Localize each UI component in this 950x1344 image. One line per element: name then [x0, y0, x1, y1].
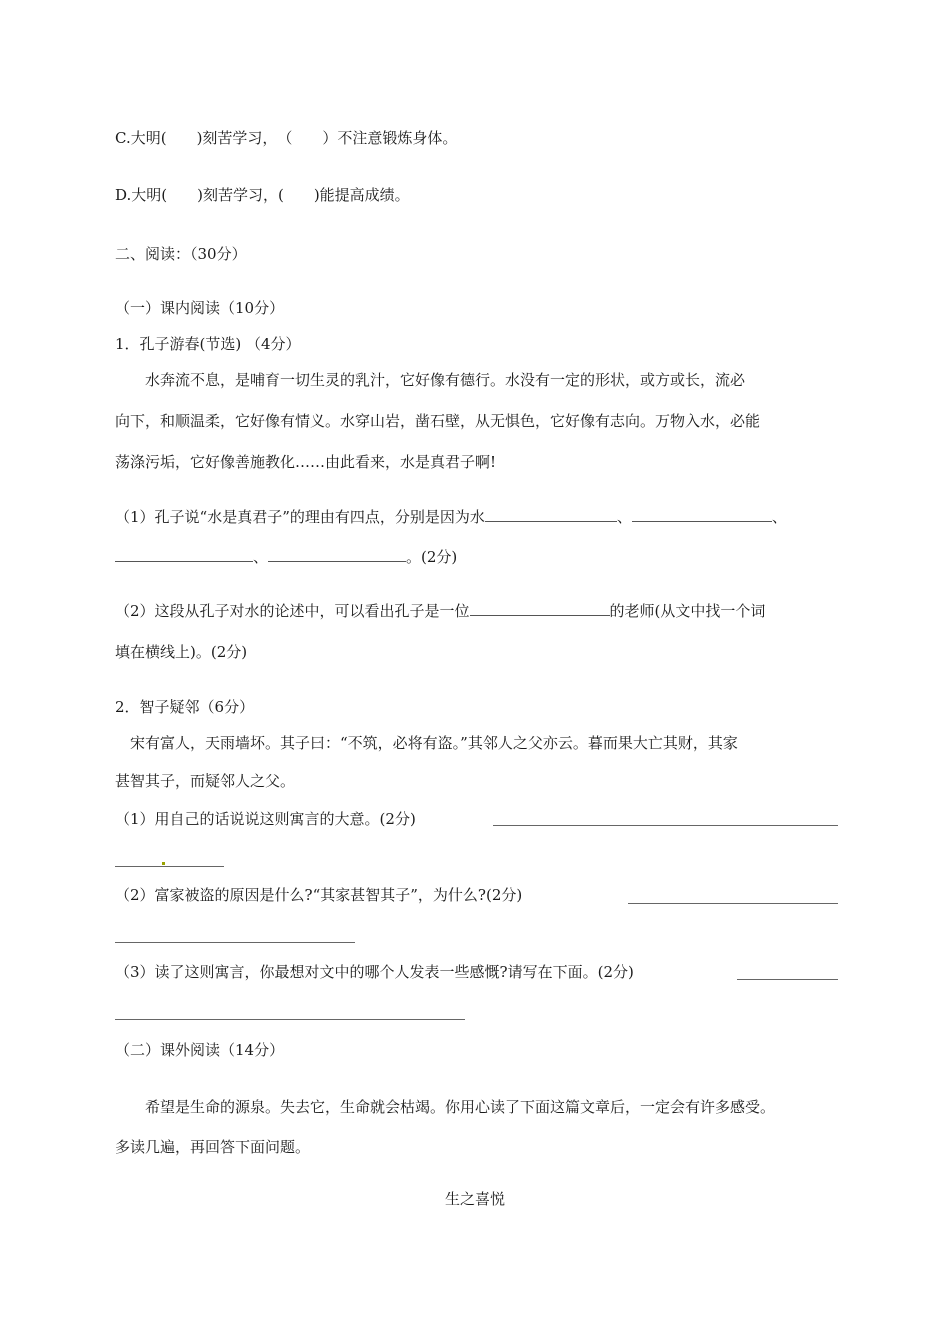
question-1-1-line-2 [115, 547, 457, 567]
question-1-title: 1．孔子游春(节选) （4分） [115, 335, 301, 353]
answer-blank[interactable] [632, 507, 772, 522]
article-title: 生之喜悦 [444, 1190, 505, 1208]
separator: 、 [253, 548, 269, 566]
answer-blank[interactable] [115, 547, 253, 562]
option-d: D.大明( )刻苦学习，( )能提高成绩。 [115, 186, 410, 204]
question-2-2: （2）富家被盗的原因是什么?“其家甚智其子”，为什么?(2分) [115, 886, 523, 904]
subsection-extracurricular-reading: （二）课外阅读（14分） [115, 1041, 285, 1059]
question-2-1: （1）用自己的话说说这则寓言的大意。(2分) [115, 810, 416, 828]
answer-line[interactable] [493, 825, 838, 826]
question-2-3: （3）读了这则寓言，你最想对文中的哪个人发表一些感慨?请写在下面。(2分) [115, 963, 634, 981]
passage-2-line-2: 甚智其子，而疑邻人之父。 [115, 772, 296, 790]
intro-line-2: 多读几遍，再回答下面问题。 [115, 1138, 311, 1156]
subsection-in-class-reading: （一）课内阅读（10分） [115, 299, 285, 317]
answer-blank[interactable] [470, 601, 610, 616]
stray-mark [162, 862, 165, 865]
question-1-2-line-2: 填在横线上)。(2分) [115, 643, 248, 661]
separator: 、 [771, 508, 787, 526]
separator: 、 [616, 508, 632, 526]
answer-line[interactable] [628, 903, 838, 904]
option-c: C.大明( )刻苦学习， （ ）不注意锻炼身体。 [115, 129, 458, 147]
answer-line[interactable] [115, 942, 355, 943]
question-1-2-line-1 [115, 601, 765, 621]
answer-blank[interactable] [268, 547, 406, 562]
question-1-1-line-1 [115, 507, 787, 527]
answer-line[interactable] [115, 1019, 465, 1020]
passage-1-line-1: 水奔流不息，是哺育一切生灵的乳汁，它好像有德行。水没有一定的形状，或方或长，流必 [115, 371, 746, 389]
section-heading-reading: 二、阅读：（30分） [115, 245, 247, 263]
answer-blank[interactable] [485, 507, 617, 522]
question-1-2-prompt: （2）这段从孔子对水的论述中，可以看出孔子是一位 [115, 602, 470, 620]
answer-line[interactable] [115, 866, 224, 867]
score-note: 。(2分) [406, 548, 458, 566]
passage-1-line-3: 荡涤污垢，它好像善施教化……由此看来，水是真君子啊! [115, 453, 497, 471]
question-1-2-suffix: 的老师(从文中找一个词 [609, 602, 766, 620]
passage-1-line-2: 向下，和顺温柔，它好像有情义。水穿山岩，凿石壁，从无惧色，它好像有志向。万物入水，必能 [115, 412, 761, 430]
passage-2-line-1: 宋有富人，天雨墙坏。其子曰：“不筑，必将有盗。”其邻人之父亦云。暮而果大亡其财，其家 [115, 734, 738, 752]
intro-line-1: 希望是生命的源泉。失去它，生命就会枯竭。你用心读了下面这篇文章后，一定会有许多感受。 [115, 1098, 776, 1116]
answer-line[interactable] [737, 979, 838, 980]
question-2-title: 2．智子疑邻（6分） [115, 698, 255, 716]
question-1-1-prompt: （1）孔子说“水是真君子”的理由有四点，分别是因为水 [115, 508, 485, 526]
